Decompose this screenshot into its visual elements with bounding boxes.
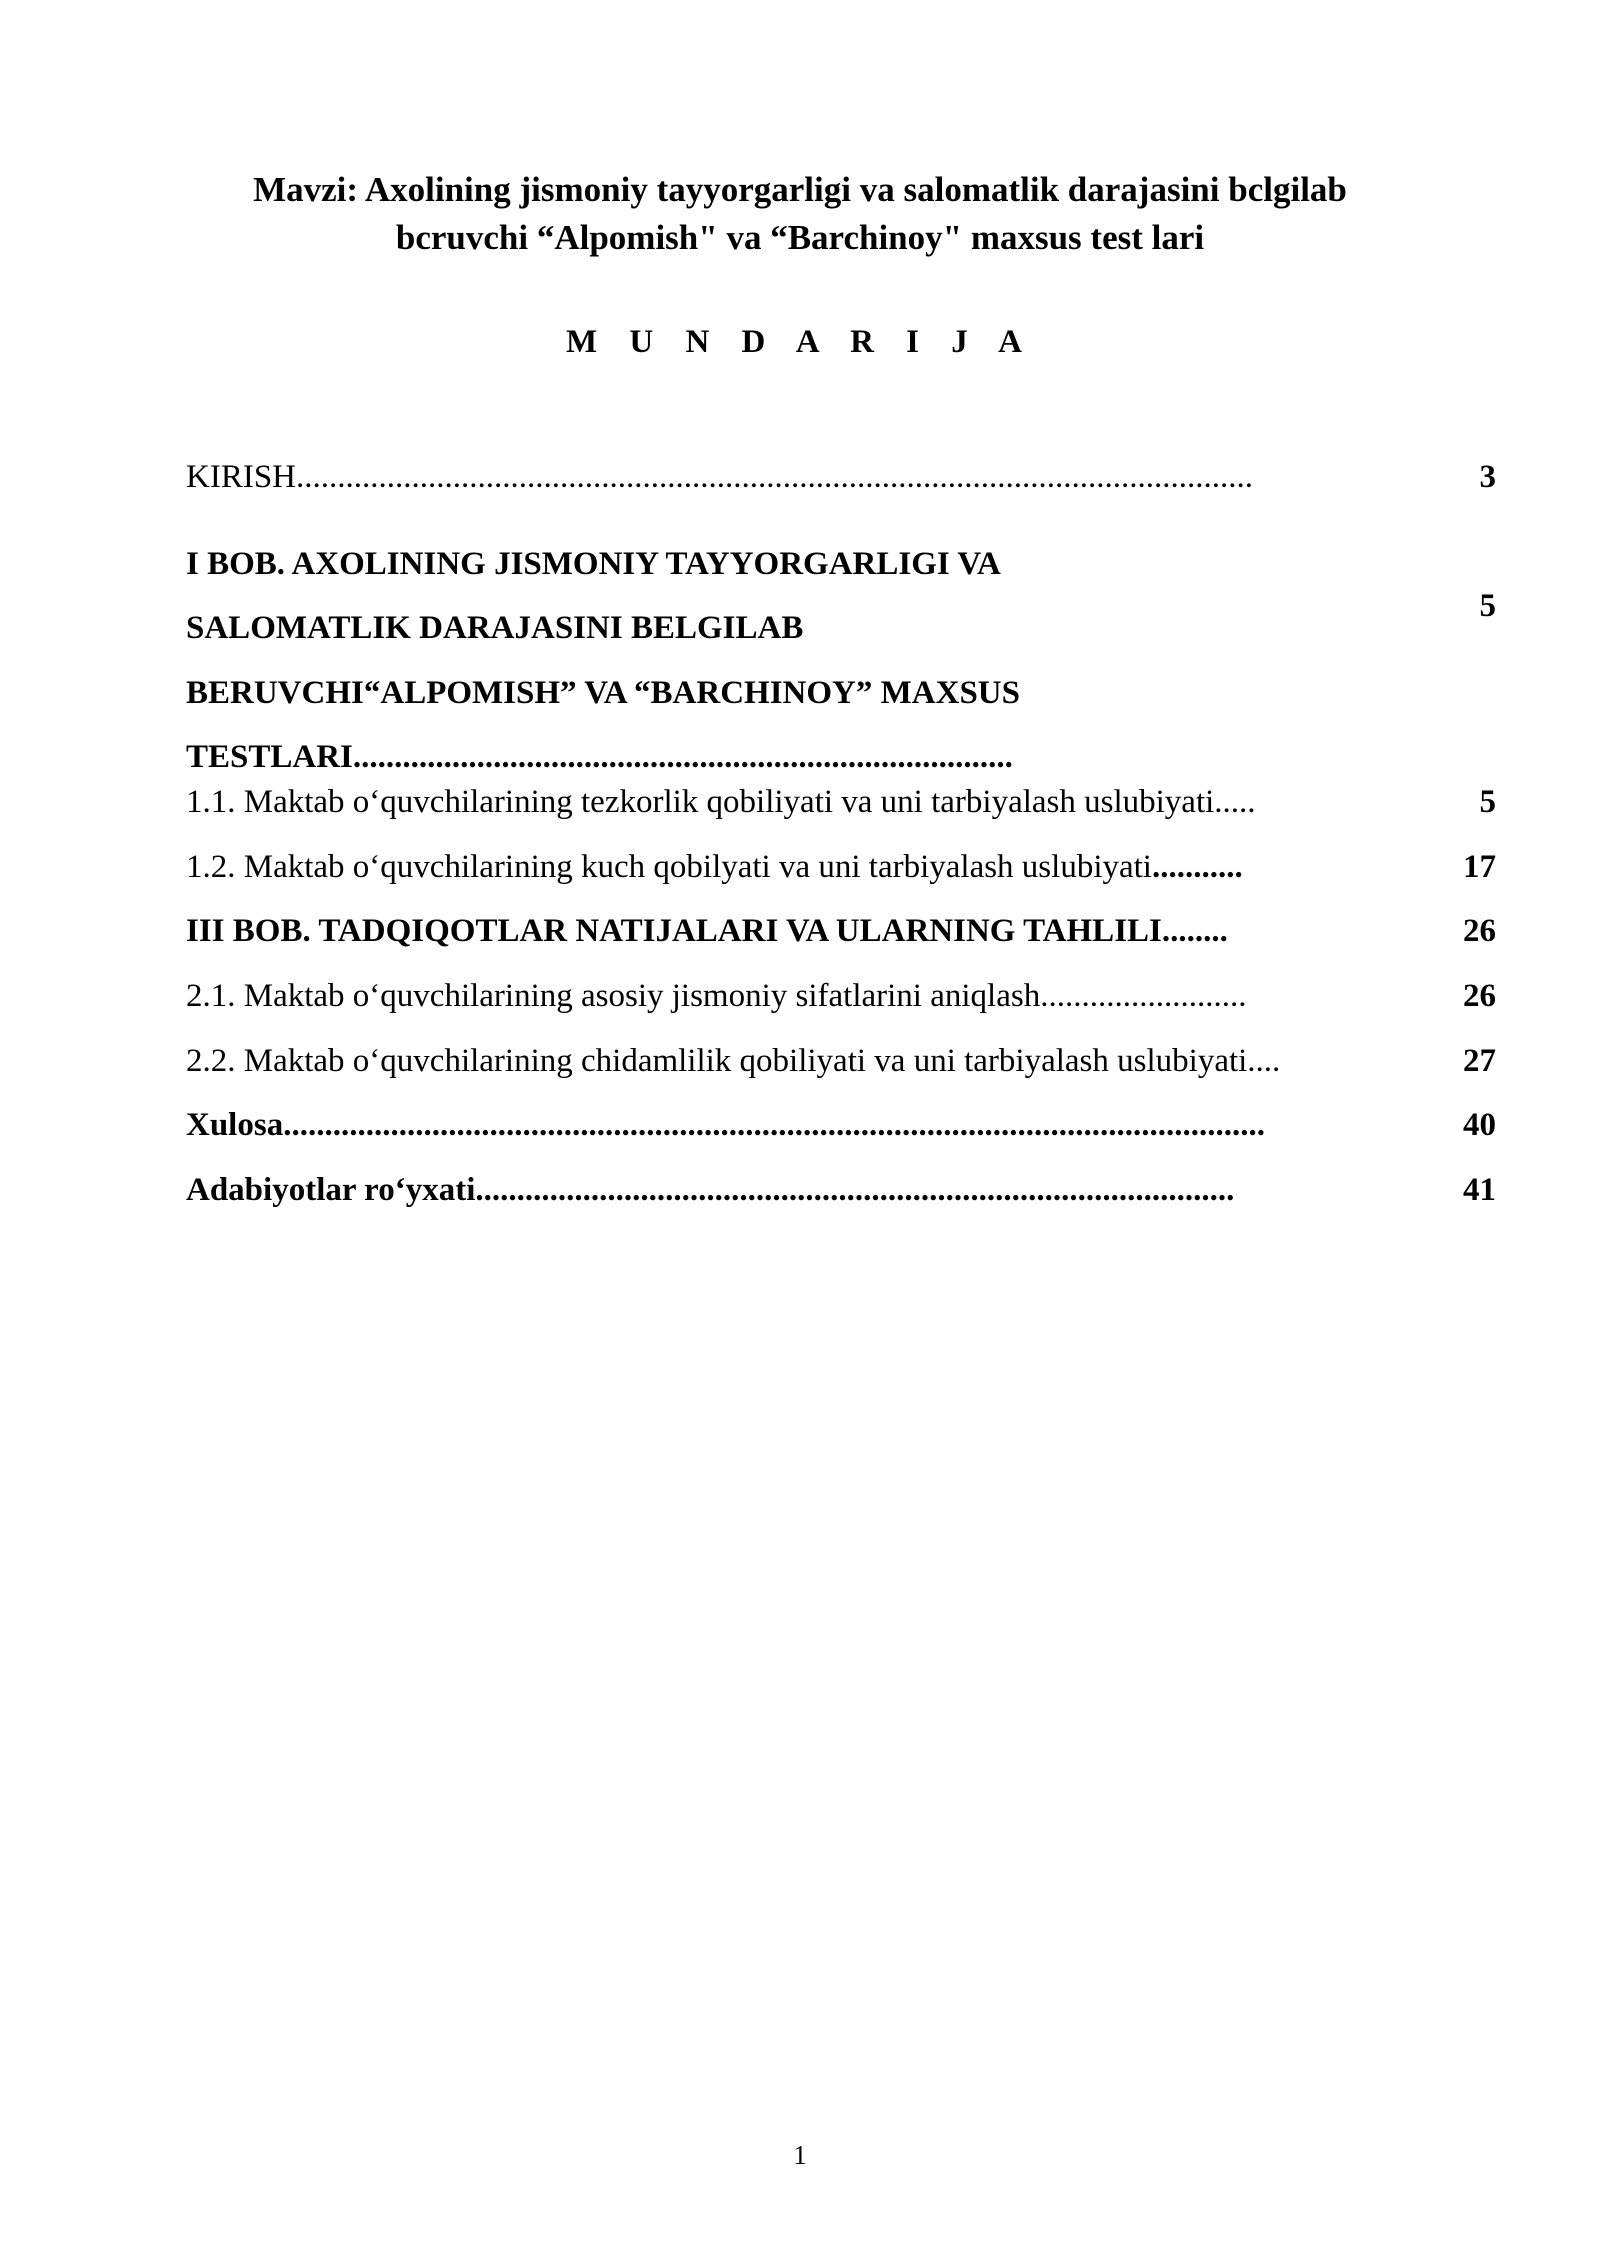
chapter-1-line-2: SALOMATLIK DARAJASINI BELGILAB bbox=[186, 610, 804, 646]
toc-entry-text: 1.1. Maktab o‘quvchilarining tezkorlik qobiliyati va uni tarbiyalash uslubiyati..... bbox=[186, 784, 1256, 820]
toc-entry-text: Xulosa....................................................................................................................... bbox=[186, 1107, 1265, 1143]
chapter-1-line-4: TESTLARI................................................................................ bbox=[186, 739, 1013, 775]
toc-entry-chapter-1 bbox=[186, 544, 1496, 775]
toc-entry-leader-bold: ........... bbox=[1151, 849, 1243, 885]
toc-page-number: 26 bbox=[1463, 978, 1496, 1014]
title-line-1: Mavzi: Axolining jismoniy tayyorgarligi va salomatlik darajasini bclgilab bbox=[253, 170, 1347, 209]
document-title bbox=[150, 166, 1450, 262]
chapter-1-line-3: BERUVCHI“ALPOMISH” VA “BARCHINOY” MAXSUS bbox=[186, 675, 1020, 711]
toc-entry-text bbox=[186, 847, 1243, 887]
toc-page-number: 26 bbox=[1463, 913, 1496, 949]
toc-entry-text: KIRISH.................................................................................................................... bbox=[186, 459, 1254, 495]
title-line-2: bcruvchi “Alpomish" va “Barchinoy" maxsus test lari bbox=[395, 218, 1205, 257]
toc-heading: M U N D A R I J A bbox=[565, 324, 1035, 360]
toc-page-number: 5 bbox=[1479, 784, 1496, 820]
page-number-footer: 1 bbox=[793, 2140, 807, 2170]
toc-page-number: 41 bbox=[1463, 1172, 1496, 1208]
toc-entry-text-regular: 1.2. Maktab o‘quvchilarining kuch qobilyati va uni tarbiyalash uslubiyati bbox=[186, 849, 1152, 885]
toc-entry-text: III BOB. TADQIQOTLAR NATIJALARI VA ULARNING TAHLILI........ bbox=[186, 913, 1228, 949]
toc-entry-text: Adabiyotlar ro‘yxati............................................................................................ bbox=[186, 1172, 1235, 1208]
toc-page-number: 5 bbox=[1479, 588, 1496, 624]
toc-page-number: 40 bbox=[1463, 1107, 1496, 1143]
chapter-1-line-1: I BOB. AXOLINING JISMONIY TAYYORGARLIGI VA bbox=[186, 546, 1001, 582]
toc-page-number: 17 bbox=[1463, 849, 1496, 885]
toc-page-number: 27 bbox=[1463, 1043, 1496, 1079]
toc-page-number: 3 bbox=[1479, 459, 1496, 495]
toc-entry-text: 2.1. Maktab o‘quvchilarining asosiy jismoniy sifatlarini aniqlash......................... bbox=[186, 978, 1247, 1014]
toc-entry-text: 2.2. Maktab o‘quvchilarining chidamlilik qobiliyati va uni tarbiyalash uslubiyati.... bbox=[186, 1043, 1281, 1079]
